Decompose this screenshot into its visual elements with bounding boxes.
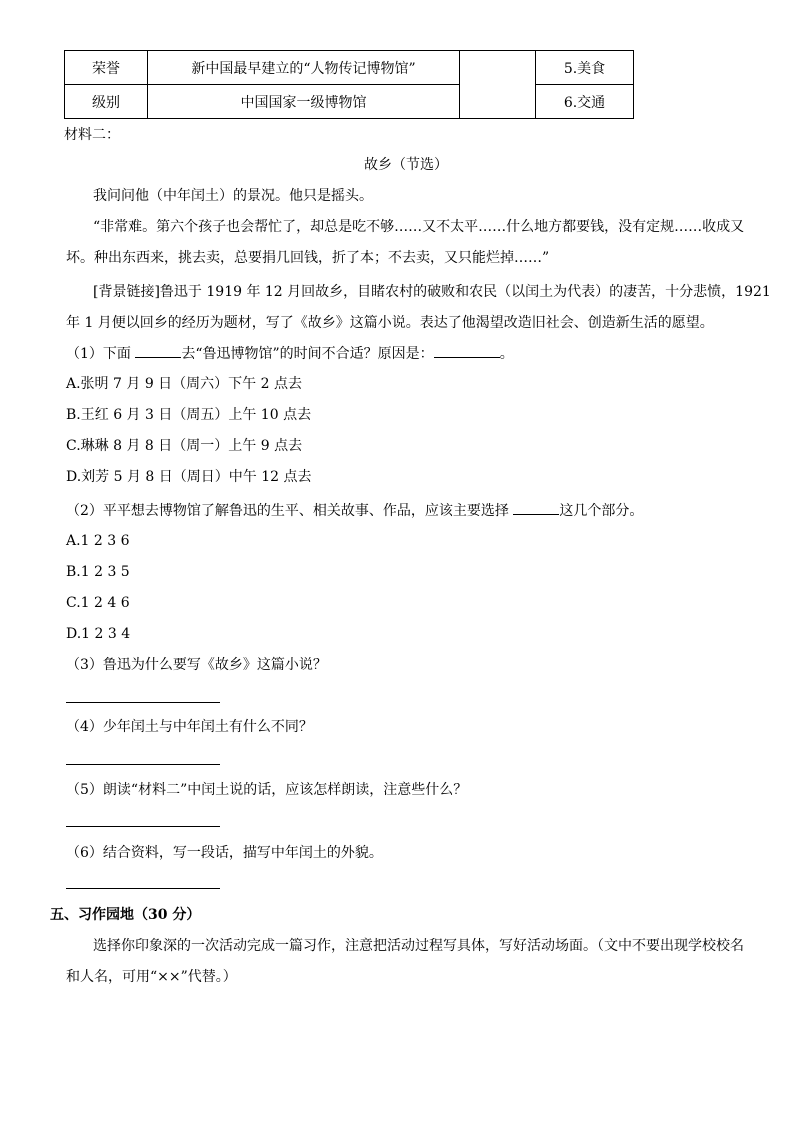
answer-blank[interactable] [513,500,559,515]
question-1 [66,343,514,364]
background-link-line-2: 年 1 月便以回乡的经历为题材，写了《故乡》这篇小说。表达了他渴望改造旧社会、创造新生活的愿望。 [66,315,714,331]
q1-option-b: B.王红 6 月 3 日（周五）上午 10 点去 [66,407,312,423]
table-cell-merged-empty [460,51,536,119]
answer-line[interactable] [66,702,220,703]
section-5-heading: 五、习作园地（30 分） [50,907,201,923]
story-paragraph-2-line-2: 坏。种出东西来，挑去卖，总要捐几回钱，折了本；不去卖，又只能烂掉……” [66,250,550,266]
story-paragraph-1: 我问问他（中年闰土）的景况。他只是摇头。 [93,188,373,204]
answer-blank[interactable] [135,343,181,358]
section-5-prompt-line-1: 选择你印象深的一次活动完成一篇习作，注意把活动过程写具体，写好活动场面。（文中不要出现学校校名 [93,938,744,954]
section-5-prompt-line-2: 和人名，可用“××”代替。） [66,969,237,985]
table-cell-right: 6.交通 [536,85,634,119]
question-2-suffix: 这几个部分。 [559,503,644,519]
q1-option-d: D.刘芳 5 月 8 日（周日）中午 12 点去 [66,469,312,485]
question-6: （6）结合资料，写一段话，描写中年闰土的外貌。 [66,845,383,861]
question-2 [66,500,643,521]
q2-option-d: D.1 2 3 4 [66,626,131,642]
material2-label: 材料二： [64,127,120,143]
question-5: （5）朗读“材料二”中闰土说的话，应该怎样朗读，注意些什么？ [66,782,468,798]
table-row [65,85,634,119]
q1-option-a: A.张明 7 月 9 日（周六）下午 2 点去 [66,376,302,392]
question-3: （3）鲁迅为什么要写《故乡》这篇小说？ [66,657,327,673]
question-4: （4）少年闰土与中年闰土有什么不同？ [66,719,313,735]
story-title: 故乡（节选） [364,157,448,173]
table-cell-right: 5.美食 [536,51,634,85]
table-cell-label: 荣誉 [65,51,148,85]
question-2-prefix: （2）平平想去博物馆了解鲁迅的生平、相关故事、作品，应该主要选择 [66,503,514,519]
q2-option-c: C.1 2 4 6 [66,595,130,611]
table-row [65,51,634,85]
question-1-suffix: 。 [499,346,514,362]
answer-line[interactable] [66,826,220,827]
museum-info-table [64,50,634,119]
story-paragraph-2-line-1: “非常难。第六个孩子也会帮忙了，却总是吃不够……又不太平……什么地方都要钱，没有定规……收成又 [93,219,745,235]
q2-option-a: A.1 2 3 6 [66,533,130,549]
q1-option-c: C.琳琳 8 月 8 日（周一）上午 9 点去 [66,438,303,454]
table-cell-value: 中国国家一级博物馆 [148,85,460,119]
table-cell-label: 级别 [65,85,148,119]
answer-blank[interactable] [434,343,500,358]
table-cell-value: 新中国最早建立的“人物传记博物馆” [148,51,460,85]
q2-option-b: B.1 2 3 5 [66,564,130,580]
question-1-prefix: （1）下面 [66,346,136,362]
question-1-middle: 去“鲁迅博物馆”的时间不合适？原因是： [181,346,434,362]
answer-line[interactable] [66,764,220,765]
answer-line[interactable] [66,888,220,889]
background-link-line-1: [背景链接]鲁迅于 1919 年 12 月回故乡，目睹农村的破败和农民（以闰土为代表）的凄苦，十分悲愤，1921 [93,284,771,300]
